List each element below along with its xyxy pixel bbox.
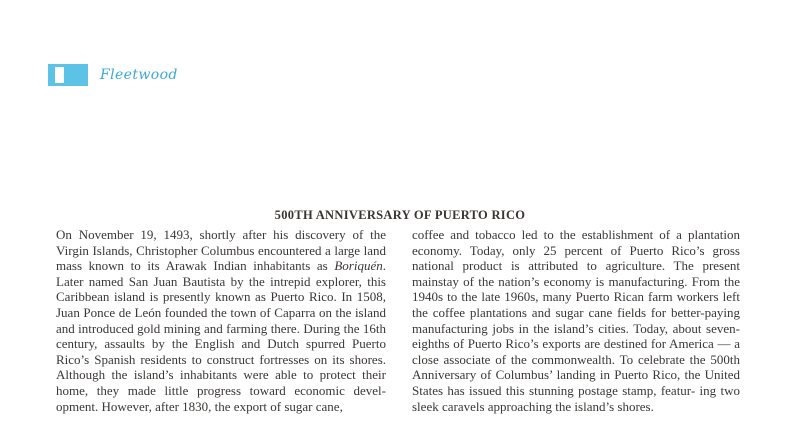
- left-column-text-part1: On November 19, 1493, shortly after his discovery of the Virgin Islands, Christopher Columbus encountered a large land mass known to its Arawak Indian inhabitants as: [56, 227, 386, 274]
- article-left-column: [56, 227, 386, 414]
- left-column-emphasis: Boriquén: [334, 258, 383, 274]
- article-title: 500TH ANNIVERSARY OF PUERTO RICO: [274, 208, 526, 222]
- article-right-column: coffee and tobacco led to the establishment of a plantation economy. Today, only 25 percent of Puerto Rico’s gross national product is attributed to agriculture. The present mainstay of the nation’s economy is manufacturing. From the 1940s to the late 1960s, many Puerto Rican farm workers left the coffee plantations and sugar cane fields for better-paying manufacturing jobs in the island’s cities. Today, about seven- eighths of Puerto Rico’s exports are destined for America — a close associate of the commonwealth. To celebrate the 500th Anniversary of Columbus’ landing in Puerto Rico, the United States has issued this stunning postage stamp, featur- ing two sleek caravels approaching the island’s shores.: [412, 227, 740, 414]
- brand-mark-icon: [48, 64, 88, 86]
- brand-name: Fleetwood: [100, 67, 178, 83]
- left-column-text-part2: . Later named San Juan Bautista by the intrepid explorer, this Caribbean island is presently known as Puerto Rico. In 1508, Juan Ponce de León founded the town of Caparra on the island and introduced gold mining and farming there. During the 16th century, assaults by the English and Dutch spurred Puerto Rico’s Spanish residents to construct fortresses on its shores. Although the island’s inhabitants were able to protect their home, they made little progress toward economic devel- opment. However, after 1830, the export of sugar cane,: [56, 258, 386, 414]
- brand-logo: [48, 64, 178, 86]
